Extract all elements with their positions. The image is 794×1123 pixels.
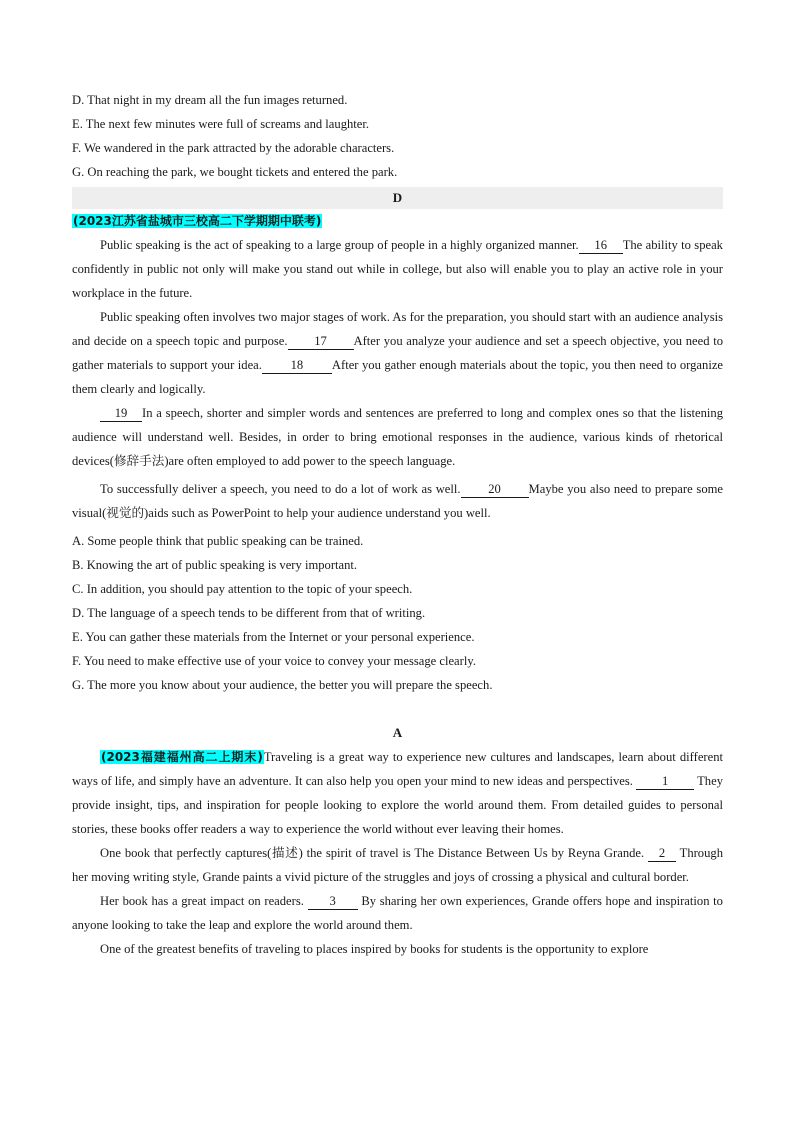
paragraph	[72, 305, 723, 401]
paragraph	[72, 889, 723, 937]
section-heading-d: D	[72, 187, 723, 209]
answer-blank: 1	[636, 774, 694, 790]
option-line: F. We wandered in the park attracted by the adorable characters.	[72, 141, 395, 155]
paragraph	[72, 233, 723, 305]
answer-blank: 2	[648, 846, 676, 862]
paragraph	[72, 477, 723, 525]
source-tag: (2023福建福州高二上期末)	[101, 750, 263, 764]
answer-blank: 16	[579, 238, 623, 254]
paragraph-text: The ability to speak confidently in public not only will make you stand out while in college, but also will enable you to play an active role in your workplace in the future.	[72, 238, 723, 300]
option-list	[72, 529, 723, 697]
paragraph-text: Her book has a great impact on readers.	[100, 894, 304, 908]
top-option-list	[72, 88, 723, 184]
paragraph-text: Through her moving writing style, Grande paints a vivid picture of the struggles and joys of crossing a physical and cultural border.	[72, 846, 723, 884]
option-line: A. Some people think that public speaking can be trained.	[72, 534, 364, 548]
answer-blank: 20	[461, 482, 529, 498]
section-heading-a: A	[392, 725, 403, 740]
source-tag: (2023江苏省盐城市三校高二下学期期中联考)	[73, 214, 322, 228]
paragraph-text: One of the greatest benefits of traveling to places inspired by books for students is the opportunity to explore	[100, 942, 649, 956]
paragraph-text: To successfully deliver a speech, you need to do a lot of work as well.	[100, 482, 461, 496]
paragraph-text: After you gather enough materials about the topic, you then need to organize them clearly and logically.	[72, 358, 723, 396]
paragraph-text: They provide insight, tips, and inspiration for people looking to explore the world around them. From detailed guides to personal stories, these books offer readers a way to experience the world without ever leaving their homes.	[72, 774, 723, 836]
answer-blank: 17	[288, 334, 354, 350]
option-line: E. You can gather these materials from the Internet or your personal experience.	[72, 630, 475, 644]
paragraph	[72, 745, 723, 841]
paragraph-text: Public speaking often involves two major stages of work. As for the preparation, you should start with an audience analysis and decide on a speech topic and purpose.	[72, 310, 723, 348]
option-line: E. The next few minutes were full of screams and laughter.	[72, 117, 370, 131]
paragraph-text: After you analyze your audience and set a speech objective, you need to gather materials to support your idea.	[72, 334, 723, 372]
option-line: D. That night in my dream all the fun images returned.	[72, 93, 348, 107]
answer-blank: 3	[308, 894, 358, 910]
paragraph	[72, 937, 723, 961]
option-line: F. You need to make effective use of your voice to convey your message clearly.	[72, 654, 476, 668]
option-line: B. Knowing the art of public speaking is very important.	[72, 558, 358, 572]
paragraph-text: Public speaking is the act of speaking to a large group of people in a highly organized manner.	[100, 238, 579, 252]
source-line	[72, 209, 723, 233]
paragraph-text: Maybe you also need to prepare some visual(视觉的)aids such as PowerPoint to help your audience understand you well.	[72, 482, 723, 520]
paragraph-text: Traveling is a great way to experience new cultures and landscapes, learn about different ways of life, and simply have an adventure. It can also help you open your mind to new ideas and perspectives.	[72, 750, 723, 788]
answer-blank: 18	[262, 358, 332, 374]
paragraph	[72, 401, 723, 473]
answer-blank: 19	[100, 406, 142, 422]
option-line: G. On reaching the park, we bought tickets and entered the park.	[72, 165, 398, 179]
paragraph-text: One book that perfectly captures(描述) the spirit of travel is The Distance Between Us by Reyna Grande.	[100, 846, 645, 860]
paragraph-text: In a speech, shorter and simpler words and sentences are preferred to long and complex ones so that the listening audience will understand well. Besides, in order to bring emotional responses in the audience, various kinds of rhetorical devices(修辞手法)are often employed to add power to the speech language.	[72, 406, 723, 468]
paragraph	[72, 841, 723, 889]
document-page	[72, 88, 723, 961]
option-line: C. In addition, you should pay attention to the topic of your speech.	[72, 582, 413, 596]
option-line: D. The language of a speech tends to be different from that of writing.	[72, 606, 426, 620]
option-line: G. The more you know about your audience, the better you will prepare the speech.	[72, 678, 493, 692]
paragraph-text: By sharing her own experiences, Grande offers hope and inspiration to anyone looking to take the leap and explore the world around them.	[72, 894, 723, 932]
